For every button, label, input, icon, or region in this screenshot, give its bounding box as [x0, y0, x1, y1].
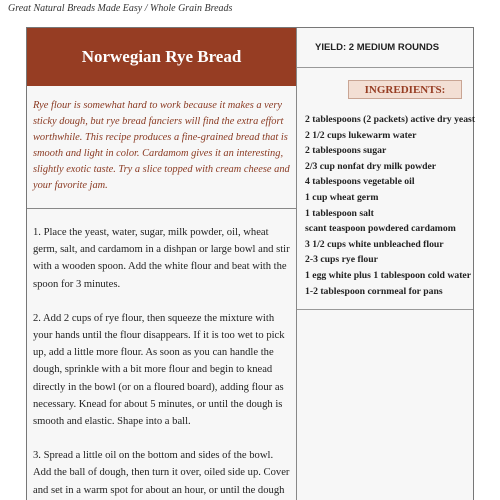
- step: 1. Place the yeast, water, sugar, milk powder, oil, wheat germ, salt, and cardamom in a dishpan or large bowl and stir with a wooden spoon. Add the white flour and beat with the spoon for 3 minutes.: [33, 227, 290, 290]
- ingredient-item: 1-2 tablespoon cornmeal for pans: [305, 285, 443, 297]
- breadcrumb: Great Natural Breads Made Easy / Whole Grain Breads: [8, 3, 233, 14]
- recipe-intro: Rye flour is somewhat hard to work because it makes a very sticky dough, but rye bread fanciers will find the extra effort worthwhile. This recipe produces a fine-grained bread that is smooth and light in color. Cardamom gives it an interesting, slightly exotic taste. Try a slice topped with cream cheese and your favorite jam.: [33, 100, 290, 191]
- recipe-title: Norwegian Rye Bread: [81, 47, 242, 66]
- ingredients-list: [305, 112, 475, 299]
- ingredient-item: 1 egg white plus 1 tablespoon cold water: [305, 269, 472, 281]
- step: 2. Add 2 cups of rye flour, then squeeze the mixture with your hands until the flour disappears. If it is too wet to pick up, add a little more flour. As soon as you can handle the dough, sprinkle with a bit more flour and begin to knead directly in the bowl (or on a floured board), adding flour as necessary. Knead for about 5 minutes, or until the dough is smooth and elastic. Shape into a ball.: [33, 312, 285, 428]
- section-divider: [27, 208, 296, 209]
- directions: [33, 224, 291, 500]
- yield-label: YIELD: 2 MEDIUM ROUNDS: [315, 42, 440, 53]
- ingredient-item: 2 1/2 cups lukewarm water: [305, 129, 417, 141]
- ingredient-item: 2-3 cups rye flour: [305, 254, 378, 266]
- ingredient-item: scant teaspoon powdered cardamom: [305, 223, 456, 235]
- ingredient-item: 2/3 cup nonfat dry milk powder: [305, 160, 437, 172]
- ingredient-item: 2 tablespoons (2 packets) active dry yeast: [305, 114, 476, 125]
- ingredient-item: 4 tablespoons vegetable oil: [305, 176, 415, 188]
- recipe-sidebar: [297, 28, 476, 500]
- title-bar: [27, 28, 296, 86]
- ingredient-item: 2 tablespoons sugar: [305, 145, 387, 157]
- recipe-main-column: [27, 28, 297, 500]
- yield-divider: [297, 67, 473, 68]
- ingredient-item: 1 cup wheat germ: [305, 191, 379, 203]
- ingredients-header: [348, 80, 462, 99]
- ingredients-divider: [297, 309, 473, 310]
- ingredient-item: 3 1/2 cups white unbleached flour: [305, 238, 444, 250]
- recipe-card: [26, 27, 474, 500]
- ingredients-title: INGREDIENTS:: [364, 83, 446, 96]
- step: 3. Spread a little oil on the bottom and sides of the bowl. Add the ball of dough, then turn it over, oiled side up. Cover and set in a warm spot for about an hour, or until the dough: [33, 450, 290, 496]
- ingredient-item: 1 tablespoon salt: [305, 207, 374, 219]
